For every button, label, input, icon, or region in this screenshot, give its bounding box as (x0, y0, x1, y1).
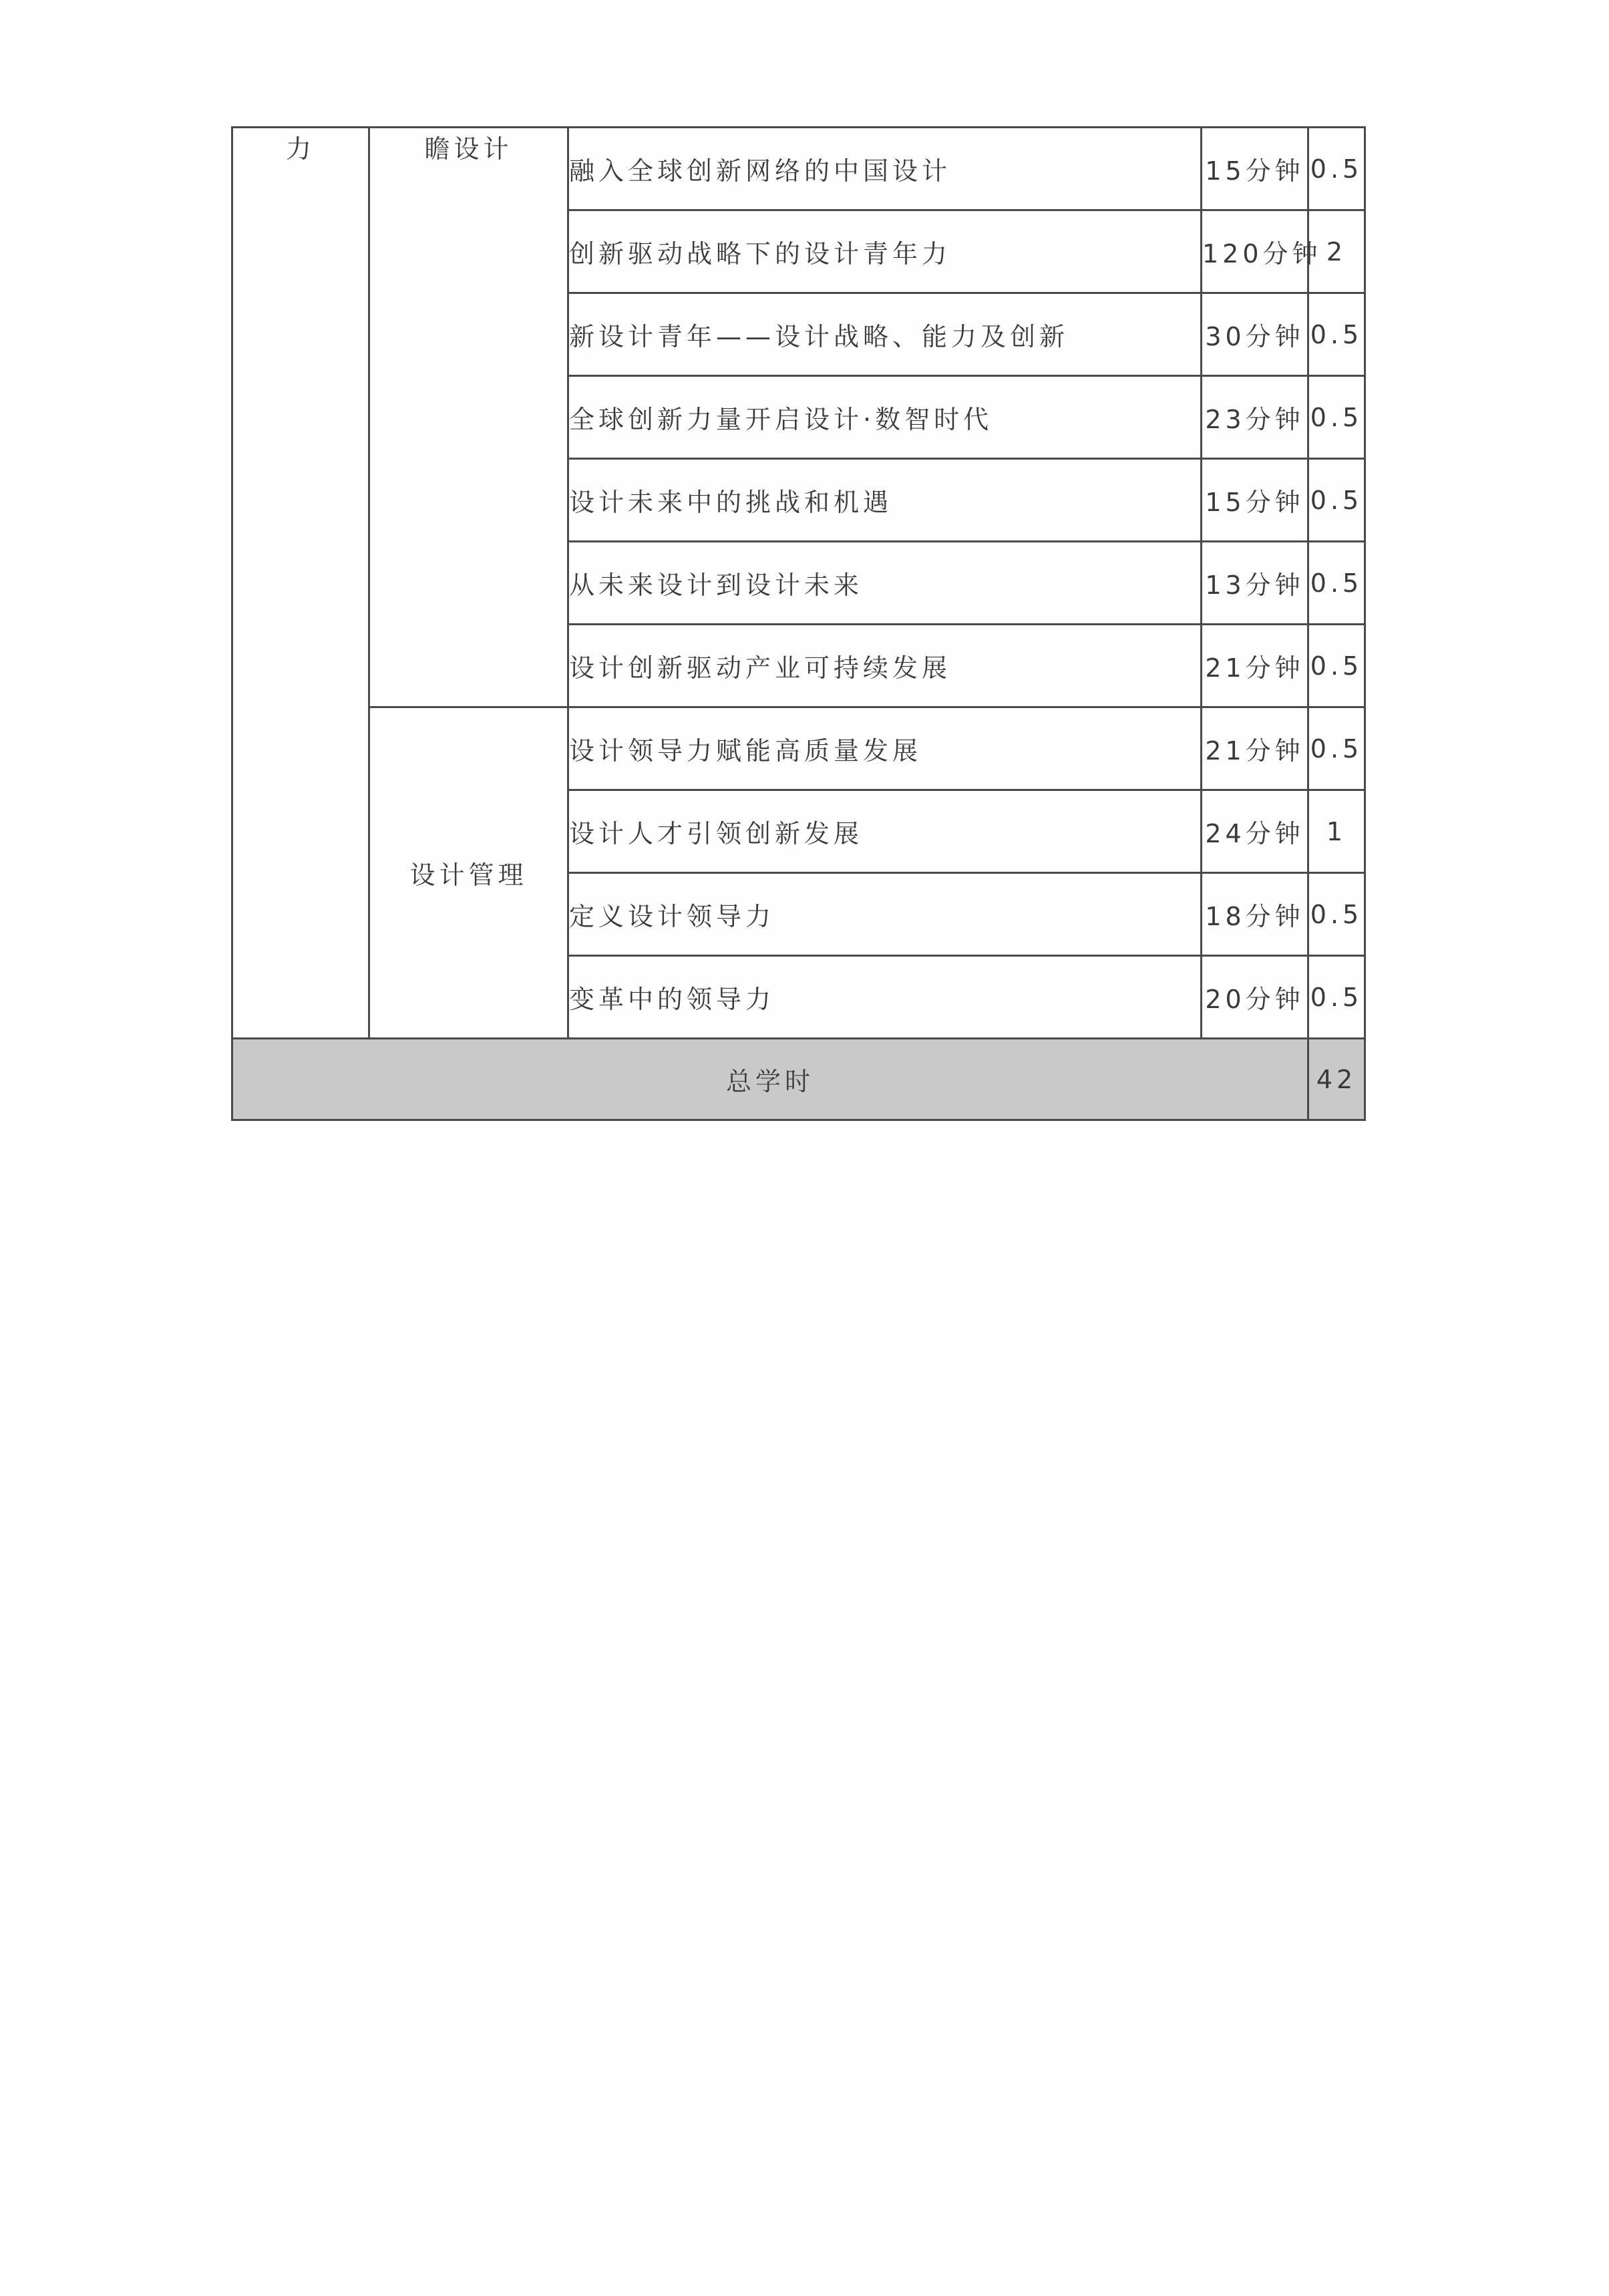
total-label: 总学时 (232, 1039, 1308, 1120)
total-row (232, 1039, 1365, 1120)
course-hours: 0.5 (1308, 459, 1365, 542)
course-duration: 15分钟 (1202, 459, 1308, 542)
course-duration: 30分钟 (1202, 293, 1308, 376)
course-duration: 21分钟 (1202, 625, 1308, 707)
table-row (232, 128, 1365, 210)
course-duration: 18分钟 (1202, 873, 1308, 956)
course-duration: 120分钟 (1202, 210, 1308, 293)
course-hours: 0.5 (1308, 293, 1365, 376)
course-hours: 0.5 (1308, 542, 1365, 625)
course-duration: 23分钟 (1202, 376, 1308, 459)
subcategory-cell: 设计管理 (369, 707, 568, 1039)
category-cell: 力 (232, 128, 369, 1039)
course-title: 设计未来中的挑战和机遇 (568, 459, 1202, 542)
course-title: 从未来设计到设计未来 (568, 542, 1202, 625)
course-hours: 0.5 (1308, 873, 1365, 956)
course-duration: 13分钟 (1202, 542, 1308, 625)
course-duration: 24分钟 (1202, 790, 1308, 873)
course-title: 新设计青年——设计战略、能力及创新 (568, 293, 1202, 376)
course-duration: 20分钟 (1202, 956, 1308, 1039)
course-hours: 0.5 (1308, 128, 1365, 210)
total-value: 42 (1308, 1039, 1365, 1120)
table-row (232, 707, 1365, 790)
course-title: 变革中的领导力 (568, 956, 1202, 1039)
course-title: 创新驱动战略下的设计青年力 (568, 210, 1202, 293)
course-title: 融入全球创新网络的中国设计 (568, 128, 1202, 210)
course-hours: 0.5 (1308, 707, 1365, 790)
course-hours: 0.5 (1308, 376, 1365, 459)
course-hours: 1 (1308, 790, 1365, 873)
course-hours-table (231, 126, 1366, 1121)
course-title: 设计领导力赋能高质量发展 (568, 707, 1202, 790)
course-hours: 0.5 (1308, 956, 1365, 1039)
course-title: 设计人才引领创新发展 (568, 790, 1202, 873)
course-hours: 0.5 (1308, 625, 1365, 707)
course-title: 全球创新力量开启设计·数智时代 (568, 376, 1202, 459)
course-hours: 2 (1308, 210, 1365, 293)
course-duration: 15分钟 (1202, 128, 1308, 210)
course-duration: 21分钟 (1202, 707, 1308, 790)
course-title: 定义设计领导力 (568, 873, 1202, 956)
subcategory-cell: 瞻设计 (369, 128, 568, 707)
course-title: 设计创新驱动产业可持续发展 (568, 625, 1202, 707)
